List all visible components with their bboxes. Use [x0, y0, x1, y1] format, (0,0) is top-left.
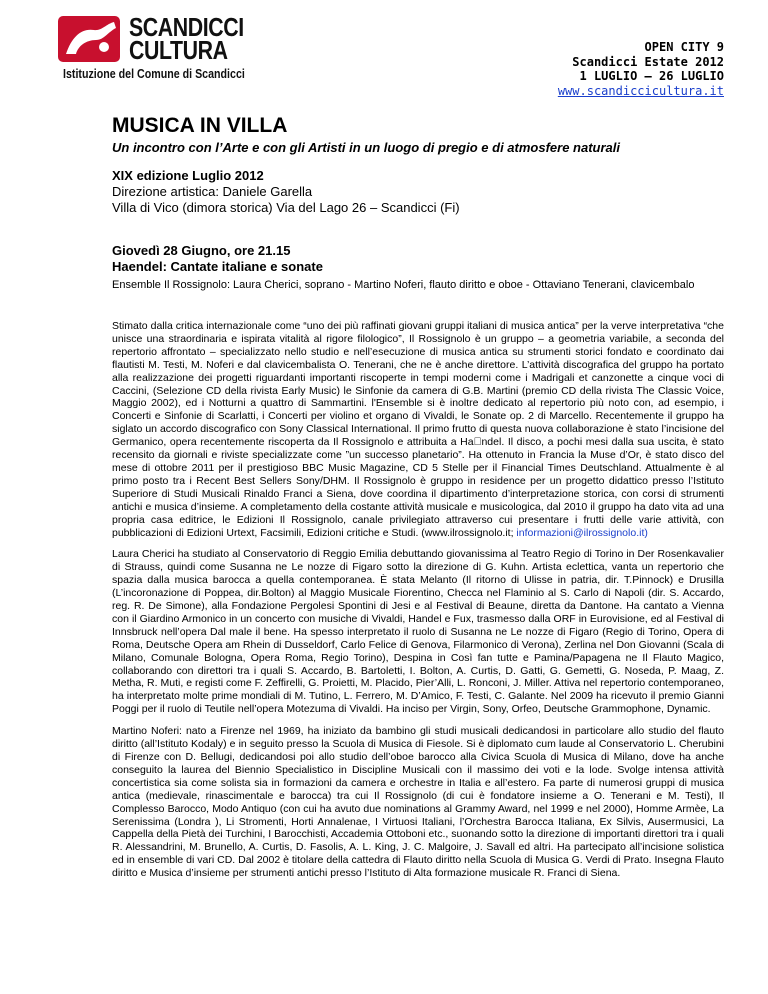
event-line-1: OPEN CITY 9	[644, 40, 724, 54]
logo-emblem-icon	[58, 14, 124, 64]
logo-line-1: SCANDICCI	[129, 12, 244, 42]
email-link[interactable]: informazioni@ilrossignolo.it)	[516, 526, 648, 539]
logo-line-2: CULTURA	[129, 35, 228, 65]
concert-date: Giovedì 28 Giugno, ore 21.15	[112, 243, 291, 258]
event-line-3: 1 LUGLIO – 26 LUGLIO	[579, 69, 724, 84]
venue-line: Villa di Vico (dimora storica) Via del Lago 26 – Scandicci (Fi)	[112, 200, 460, 215]
event-line-2: Scandicci Estate 2012	[572, 54, 724, 69]
document-body	[112, 114, 724, 880]
edition-line: XIX edizione Luglio 2012	[112, 168, 264, 183]
paragraph-martino-noferi: Martino Noferi: nato a Firenze nel 1969, ha iniziato da bambino gli studi musicali dedicandosi in particolare allo studio del flauto diritto (all’Istituto Kodaly) e in seguito presso la Scuola di Musica di Fiesole. Si è diplomato cum laude al Conservatorio L. Cherubini di Firenze con D. Bellugi, dedicandosi poi allo studio dell’oboe barocco alla Civica Scuola di Musica di Milano, dove ha anche conseguito la laurea del Biennio Specialistico in Discipline Musicali con il massimo dei voti e la lode. Svolge intensa attività concertistica sia come solista sia in formazioni da camera e orchestre in Italia e all’estero. Fa parte di numerosi gruppi di musica antica (medievale, rinascimentale e barocca) tra cui Il Rossignolo (di cui è fondatore insieme a O. Tenerani e M. Testi), Il Complesso Barocco, Modo Antiquo (con cui ha avuto due nominations al Grammy Award, nel 1999 e nel 2000), Homme Armèe, La Serenissima (Londra ), Li Stromenti, Horti Annalenae, I Virtuosi Italiani, l’Orchestra Barocca Italiana, Ex Silvis, Ausermusici, La Cappella della Pietà dei Turchini, I Barocchisti, Accademia Ottoboni etc., suonando sotto la direzione di importanti direttori tra i quali R. Alessandrini, M. Brunello, A. Curtis, D. Fasolis, A. L. King, J. C. Malgoire, J. Savall ed altri. Ha partecipato all’incisione solistica ed in ensemble di vari CD. Dal 2002 è titolare della cattedra di Flauto diritto nella Scuola di Musica G. Verdi di Prato. Insegna Flauto diritto e Musica d’insieme per strumenti antichi presso l’Istituto di Alta formazione musicale R. Franci di Siena.	[112, 725, 724, 880]
logo-wordmark	[63, 12, 269, 81]
page-title: MUSICA IN VILLA	[112, 114, 288, 137]
event-info	[558, 40, 724, 98]
concert-heading	[112, 243, 724, 275]
paragraph-rossignolo-text: Stimato dalla critica internazionale come “uno dei più raffinati giovani gruppi italiani di musica antica” per la verve interpretativa “che unisce una straordinaria e ispirata vitalità al rigore filologico”, Il Rossignolo è un gruppo – a geometria variabile, a seconda del repertorio affrontato – specializzato nello studio e nell’esecuzione di musica antica su strumenti storici fondato e coordinato dai flautisti M. Testi, M. Noferi e dal clavicembalista O. Tenerani, che ne è anche direttore. L’attività discografica del gruppo ha portato alla realizzazione dei progetti riguardanti importanti riscoperte in tempi moderni come i Madrigali et canzonette a cinque voci di Caccini, (Selezione CD della rivista Early Music) le Sinfonie da camera di G.B. Martini (premio CD della rivista The Classic Voice, Maggio 2002), ed i Notturni a quattro di Sammartini. l'Ensemble si è inoltre dedicato al repertorio più noto con, ad esempio, i Concerti e Sinfonie di Scarlatti, i Concerti per violino et organo di Vivaldi, le Sonate op. 2 di Marcello. Recentemente il gruppo ha siglato un accordo discografico con Sony Classical International. Il primo frutto di questa nuova collaborazione è stato l’incisione del Germanico, opera recentemente riscoperta da Il Rossignolo e attribuita a Ha ndel. Il disco, a pochi mesi dalla sua uscita, è stato recensito da giornali e riviste specializzate come ”un successo planetario”. Ha ottenuto in Francia la Muse d’Or, è stato disco del mese di ottobre 2011 per il prestigioso BBC Music Magazine, CD 5 Stelle per il Financial Times Deutschland. Attualmente è al primo posto tra i Recent Best Sellers Sony/DHM. Il Rossignolo è gruppo in residence per un progetto didattico presso l’Istituto Superiore di Studi Musicali Rinaldo Franci a Siena, dove coordina il dipartimento d’interpretazione storica, con corsi di strumenti antichi e musica d’insieme. A completamento della costante attività musicale e musicologica, dal 2010 il gruppo ha dato vita ad una propria casa editrice, le Edizioni Il Rossignolo, canale privilegiato attraverso cui presentare i frutti delle varie attività, con pubblicazioni di Edizioni Urtext, Facsimili, Edizioni critiche e Studi. (www.ilrossignolo.it;	[112, 320, 724, 539]
website-link[interactable]: www.scandiccicultura.it	[557, 83, 724, 98]
page-subtitle: Un incontro con l’Arte e con gli Artisti in un luogo di pregio e di atmosfere naturali	[112, 140, 620, 155]
paragraph-laura-cherici: Laura Cherici ha studiato al Conservatorio di Reggio Emilia debuttando giovanissima al Teatro Regio di Torino in Der Rosenkavalier di Strauss, quindi come Susanna ne Le nozze di Figaro sotto la direzione di G. Kuhn. Artista eclettica, vanta un repertorio che spazia dalla musica barocca a quella contemporanea. È stata Melanto (Il ritorno di Ulisse in patria, dir. T.Pinnock) e Drusilla (L’incoronazione di Poppea, dir.Bolton) al Maggio Musicale Fiorentino, Checca nel Flaminio al S. Carlo di Napoli (dir. S. Accardo, reg. R. De Simone), alla Fondazione Pergolesi Spontini di Jesi e al Festival di Beaune, diretta da Dantone. Ha cantato a Vienna con il Giardino Armonico in un concerto con musiche di Vivaldi, Handel e Fux, trasmesso dalla ORF in Eurovisione, ed al Festival di Innsbruck nell’opera Dal male il bene. Ha spesso interpretato il ruolo di Susanna ne Le nozze di Figaro (Regio di Torino, Opera di Roma, Deutsche Opera am Rhein di Dusseldorf, Carlo Felice di Genova, Filarmonico di Verona), Zerlina nel Don Giovanni (Scala di Milano, Comunale Bologna, Opera Roma, Regio Torino), Despina in Così fan tutte e Pamina/Papagena ne Il Flauto Magico, collaborando con direttori tra i quali S. Accardo, B. Bartoletti, I. Bolton, A. Curtis, D. Gatti, G. Gemetti, G. Noseda, P. Maag, Z. Metha, R. Muti, e registi come F. Zeffirelli, G. Proietti, M. Placido, Pier’Alli, L. Ronconi, J. Miller. Attiva nel repertorio contemporaneo, ha interpretato molte prime mondiali di M. Tutino, L. Ferrero, M. D’Amico, F. Testi, C. Galante. Nel 2009 ha ricevuto il premio Gianni Poggi per il ruolo di Teutile nell’opera Motezuma di Vivaldi. Ha inciso per Virgin, Sony, Orfeo, Deutsche Grammophone, Dynamic.	[112, 548, 724, 716]
concert-program: Haendel: Cantate italiane e sonate	[112, 259, 323, 274]
paragraph-rossignolo	[112, 320, 724, 539]
scandicci-cultura-logo	[58, 14, 258, 88]
ensemble-line: Ensemble Il Rossignolo: Laura Cherici, soprano - Martino Noferi, flauto diritto e oboe - Ottaviano Tenerani, clavicembalo	[112, 279, 695, 291]
direction-line: Direzione artistica: Daniele Garella	[112, 184, 313, 199]
logo-line-3: Istituzione del Comune di Scandicci	[63, 66, 245, 81]
festival-info	[112, 168, 724, 216]
